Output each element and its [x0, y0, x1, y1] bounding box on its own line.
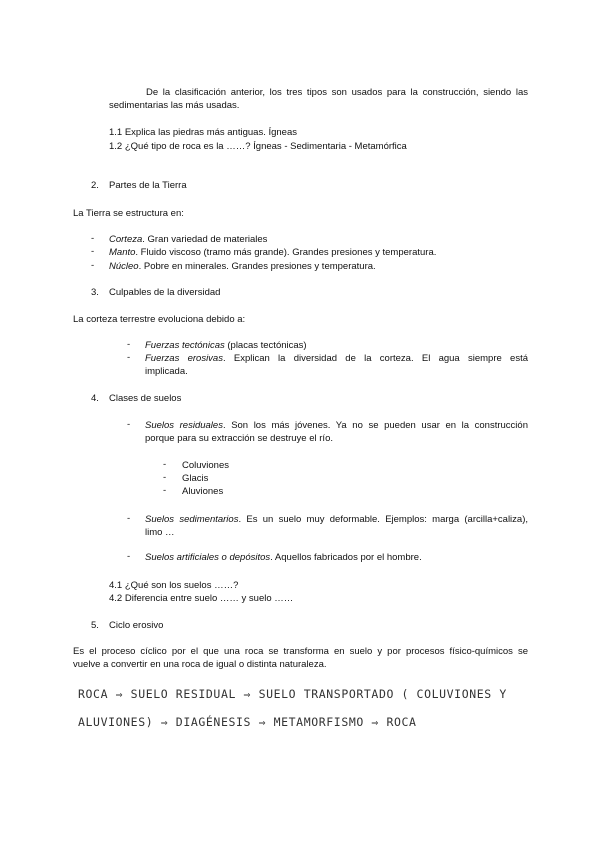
question-4-2: 4.2 Diferencia entre suelo …… y suelo …… — [109, 593, 294, 604]
term: Corteza — [109, 234, 143, 245]
section-3-heading: Culpables de la diversidad — [109, 287, 221, 298]
question-1-2: 1.2 ¿Qué tipo de roca es la ……? Ígneas - Sedimentaria - Metamórfica — [109, 141, 407, 152]
list-item-nucleo — [109, 260, 376, 273]
erosive-cycle-line-1: ROCA ⇒ SUELO RESIDUAL ⇒ SUELO TRANSPORTADO ( COLUVIONES Y — [78, 687, 507, 701]
question-4-1: 4.1 ¿Qué son los suelos ……? — [109, 580, 239, 591]
term: Suelos sedimentarios — [145, 514, 239, 525]
list-item-fuerzas-erosivas-cont: implicada. — [145, 366, 188, 377]
bullet-dash: - — [127, 352, 131, 363]
bullet-dash: - — [163, 459, 167, 470]
section-2-number: 2. — [91, 180, 99, 191]
sub-item-coluviones: Coluviones — [182, 460, 229, 471]
section-4-heading: Clases de suelos — [109, 393, 182, 404]
term: Fuerzas tectónicas — [145, 340, 225, 351]
section-3-number: 3. — [91, 287, 99, 298]
term: Fuerzas erosivas — [145, 353, 223, 364]
section-2-intro: La Tierra se estructura en: — [73, 208, 184, 219]
bullet-dash: - — [127, 551, 131, 562]
intro-line-2: sedimentarias las más usadas. — [109, 100, 240, 111]
section-3-intro: La corteza terrestre evoluciona debido a: — [73, 314, 246, 325]
list-item-suelos-residuales-cont: porque para su extracción se destruye el río. — [145, 433, 333, 444]
description: . Es un suelo muy deformable. Ejemplos: marga (arcilla+caliza), — [238, 514, 528, 525]
bullet-dash: - — [91, 246, 95, 257]
bullet-dash: - — [163, 485, 167, 496]
section-2-heading: Partes de la Tierra — [109, 180, 187, 191]
term: Manto — [109, 247, 136, 258]
list-item-fuerzas-erosivas — [145, 352, 528, 365]
section-5-paragraph-line-1: Es el proceso cíclico por el que una roca se transforma en suelo y por procesos físico-químicos se — [73, 646, 528, 657]
section-5-heading: Ciclo erosivo — [109, 620, 164, 631]
section-4-number: 4. — [91, 393, 99, 404]
bullet-dash: - — [91, 260, 95, 271]
list-item-corteza — [109, 233, 267, 246]
question-1-1: 1.1 Explica las piedras más antiguas. Ígneas — [109, 127, 297, 138]
bullet-dash: - — [127, 339, 131, 350]
list-item-suelos-sedimentarios — [145, 513, 528, 526]
description: . Son los más jóvenes. Ya no se pueden usar en la construcción — [222, 420, 528, 431]
section-5-paragraph-line-2: vuelve a convertir en una roca de igual o distinta naturaleza. — [73, 659, 327, 670]
sub-item-aluviones: Aluviones — [182, 486, 224, 497]
bullet-dash: - — [91, 233, 95, 244]
term: Suelos residuales — [145, 420, 223, 431]
description: (placas tectónicas) — [224, 340, 307, 351]
description: . Gran variedad de materiales — [142, 234, 268, 245]
list-item-suelos-sedimentarios-cont: limo … — [145, 527, 175, 538]
description: . Pobre en minerales. Grandes presiones y temperatura. — [138, 261, 376, 272]
term: Núcleo — [109, 261, 139, 272]
bullet-dash: - — [127, 419, 131, 430]
bullet-dash: - — [127, 513, 131, 524]
erosive-cycle-line-2: ALUVIONES) ⇒ DIAGÉNESIS ⇒ METAMORFISMO ⇒ ROCA — [78, 715, 417, 729]
list-item-suelos-artificiales — [145, 551, 422, 564]
list-item-manto — [109, 246, 436, 259]
bullet-dash: - — [163, 472, 167, 483]
list-item-suelos-residuales — [145, 419, 528, 432]
list-item-fuerzas-tectonicas — [145, 339, 307, 352]
description: . Explican la diversidad de la corteza. El agua siempre está — [222, 353, 528, 364]
sub-item-glacis: Glacis — [182, 473, 209, 484]
intro-line-1: De la clasificación anterior, los tres tipos son usados para la construcción, siendo las — [146, 87, 528, 98]
term: Suelos artificiales o depósitos — [145, 552, 271, 563]
section-5-number: 5. — [91, 620, 99, 631]
description: . Aquellos fabricados por el hombre. — [270, 552, 422, 563]
description: . Fluido viscoso (tramo más grande). Grandes presiones y temperatura. — [135, 247, 437, 258]
